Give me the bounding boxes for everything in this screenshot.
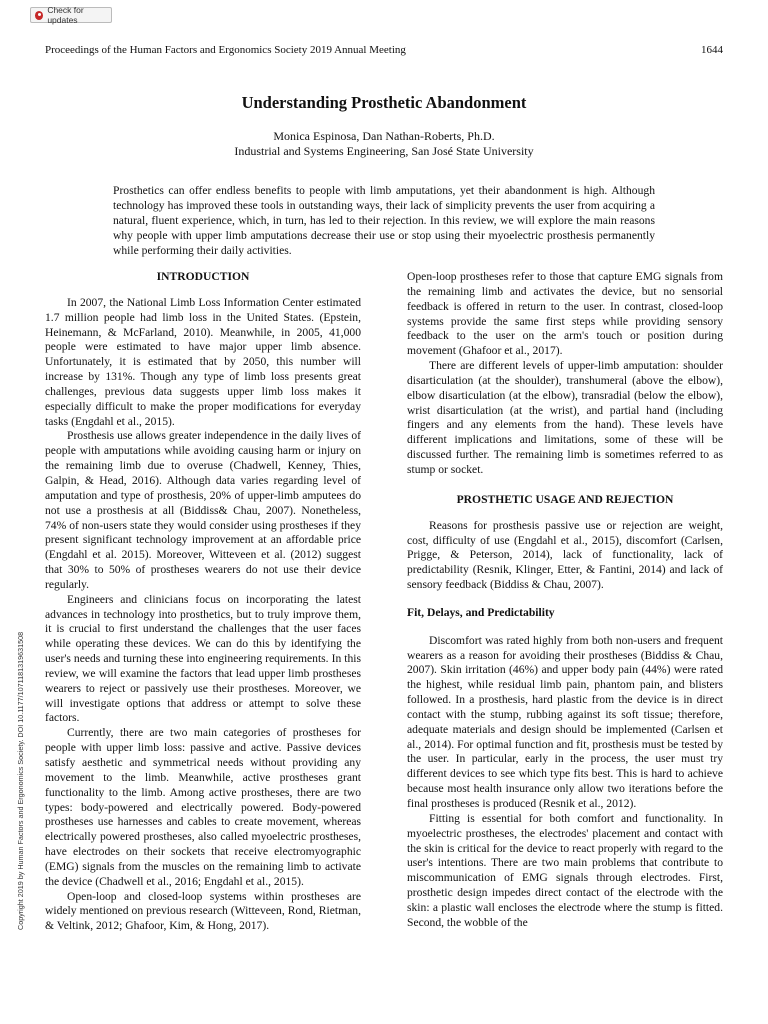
running-head [45, 44, 723, 56]
paragraph: Fitting is essential for both comfort and functionality. In myoelectric prostheses, the electrodes' placement and contact with the skin is critical for the device to react properly with regard to the user's intentions. There are two main problems that contribute to miscommunication of EMG signals through electrodes. First, prosthetic design impedes direct contact of the electrode with the skin: a plastic wall encloses the electrode where the stump is fitted. Second, the wobble of the [407, 811, 723, 929]
check-for-updates-label: Check for updates [47, 5, 84, 25]
left-column [45, 270, 361, 934]
paragraph: Engineers and clinicians focus on incorporating the latest advances in technology into prosthetics, but to truly improve them, it is crucial to first understand the challenges that the user faces while operating these devices. We can do this by identifying the user's needs and turning these into engineering requirements. In this review, we will examine the factors that lead upper limb prostheses wearers to reject or passively use their prostheses. Moreover, we will investigate options that address or attempt to solve these factors. [45, 592, 361, 725]
copyright-sidebar: Copyright 2019 by Human Factors and Ergonomics Society. DOI 10.1177/1071181319631508 [16, 631, 25, 930]
paragraph: In 2007, the National Limb Loss Information Center estimated 1.7 million people had limb loss in the United States. (Epstein, Heinemann, & McFarland, 2010). Meanwhile, in 2005, 41,000 people were estimated to have major upper limb absence. Unfortunately, it is estimated that by 2050, this number will increase by 131%. Though any type of limb loss presents great challenges, previous data suggests upper limb loss makes it especially difficult to make the proper modifications for everyday tasks (Engdahl et al., 2015). [45, 295, 361, 428]
right-column [407, 270, 723, 931]
paper-title: Understanding Prosthetic Abandonment [241, 93, 527, 112]
section-heading-introduction: INTRODUCTION [156, 270, 250, 283]
page-number: 1644 [701, 44, 723, 56]
check-for-updates-badge[interactable] [30, 7, 112, 23]
abstract: Prosthetics can offer endless benefits to people with limb amputations, yet their abandonment is high. Although technology has improved these tools in outstanding ways, their lack of simplicity prevents the user from acquiring a natural, fluent experience, which, in turn, has led to their rejection. In this review, we will explore the main reasons why people with upper limb amputations decrease their use or stop using their myoelectric prosthesis permanently while performing their daily activities. [113, 184, 655, 257]
paragraph: There are different levels of upper-limb amputation: shoulder disarticulation (at the shoulder), transhumeral (above the elbow), elbow disarticulation (at the elbow), transradial (below the elbow), wrist disarticulation (at the wrist), and partial hand (including fingers and any elements from the hand). These levels have different implications and limitations, some of these will be discussed further. The remaining limb is sometimes referred to as stump or socket. [407, 359, 723, 476]
subsection-heading-fit: Fit, Delays, and Predictability [407, 605, 555, 619]
paragraph: Reasons for prosthesis passive use or rejection are weight, cost, difficulty of use (Engdahl et al., 2015), discomfort (Carlsen, Prigge, & Peterson, 2014), lack of functionality, lack of predictability (Resnik, Klinger, Etter, & Fantini, 2014) and lack of sensory feedback (Biddiss & Chau, 2007). [407, 518, 723, 592]
paragraph: Open-loop prostheses refer to those that capture EMG signals from the remaining limb and activates the device, but no sensorial feedback is offered in return to the user. In contrast, closed-loop systems provide the same first steps while providing sensory feedback to the user on the arm's touch or position during movement (Ghafoor et al., 2017). [407, 270, 723, 358]
paragraph: Open-loop and closed-loop systems within prostheses are widely mentioned on previous research (Witteveen, Rond, Rietman, & Veltink, 2012; Ghafoor, Kim, & Hong, 2017). [45, 889, 361, 933]
affiliation: Industrial and Systems Engineering, San José State University [234, 144, 534, 158]
section-heading-usage: PROSTHETIC USAGE AND REJECTION [456, 492, 674, 506]
author-block [0, 129, 768, 159]
proceedings-title: Proceedings of the Human Factors and Ergonomics Society 2019 Annual Meeting [45, 44, 406, 56]
updates-icon [35, 11, 43, 20]
paragraph: Discomfort was rated highly from both non-users and frequent wearers as a reason for avoiding their prostheses (Biddiss & Chau, 2007). Skin irritation (46%) and upper body pain (44%) were rated the highest, while residual limb pain, phantom pain, and blisters followed. In a prosthesis, hard plastic from the device is in direct contact with the stump, rubbing against its soft tissue; therefore, adequate materials and design should be implemented (Carlsen et al., 2014). For optimal function and fit, prosthesis must be tested by the user. In particular, early in the process, the user must try different devices to see which type fits best. This is hard to achieve because most health insurance only allow two iterations before the final prostheses is produced (Resnik et al., 2012). [407, 633, 723, 810]
paragraph: Prosthesis use allows greater independence in the daily lives of people with amputations while avoiding causing harm or injury on the remaining limb due to overuse (Chadwell, Kenney, Thies, Galpin, & Head, 2016). Although data varies regarding level of amputation and type of prosthesis, 20% of upper-limb amputees do not use a prosthesis at all (Biddiss& Chau, 2007). Nonetheless, 74% of non-users state they would consider using prostheses if they present significant technology improvement at an affordable price (Engdahl et al. 2015). Moreover, Witteveen et al. (2012) suggest that 30% to 50% of prostheses wearers do not use their device regularly. [45, 429, 361, 591]
paragraph: Currently, there are two main categories of prostheses for people with upper limb loss: passive and active. Passive devices satisfy aesthetic and symmetrical needs without providing any movement to the limb. Meanwhile, active prostheses grant functionality to the limb. Among active prostheses, there are two types: body-powered and electrically powered. Body-powered prostheses use harnesses and cables to create movement, whereas electrically powered prostheses, also called myoelectric prostheses, have electrodes on their sockets that receive electromyographic (EMG) signals from the muscles on the remaining limb to activate the device (Chadwell et al., 2016; Engdahl et al., 2015). [45, 726, 361, 888]
author-names: Monica Espinosa, Dan Nathan-Roberts, Ph.D. [273, 129, 495, 143]
